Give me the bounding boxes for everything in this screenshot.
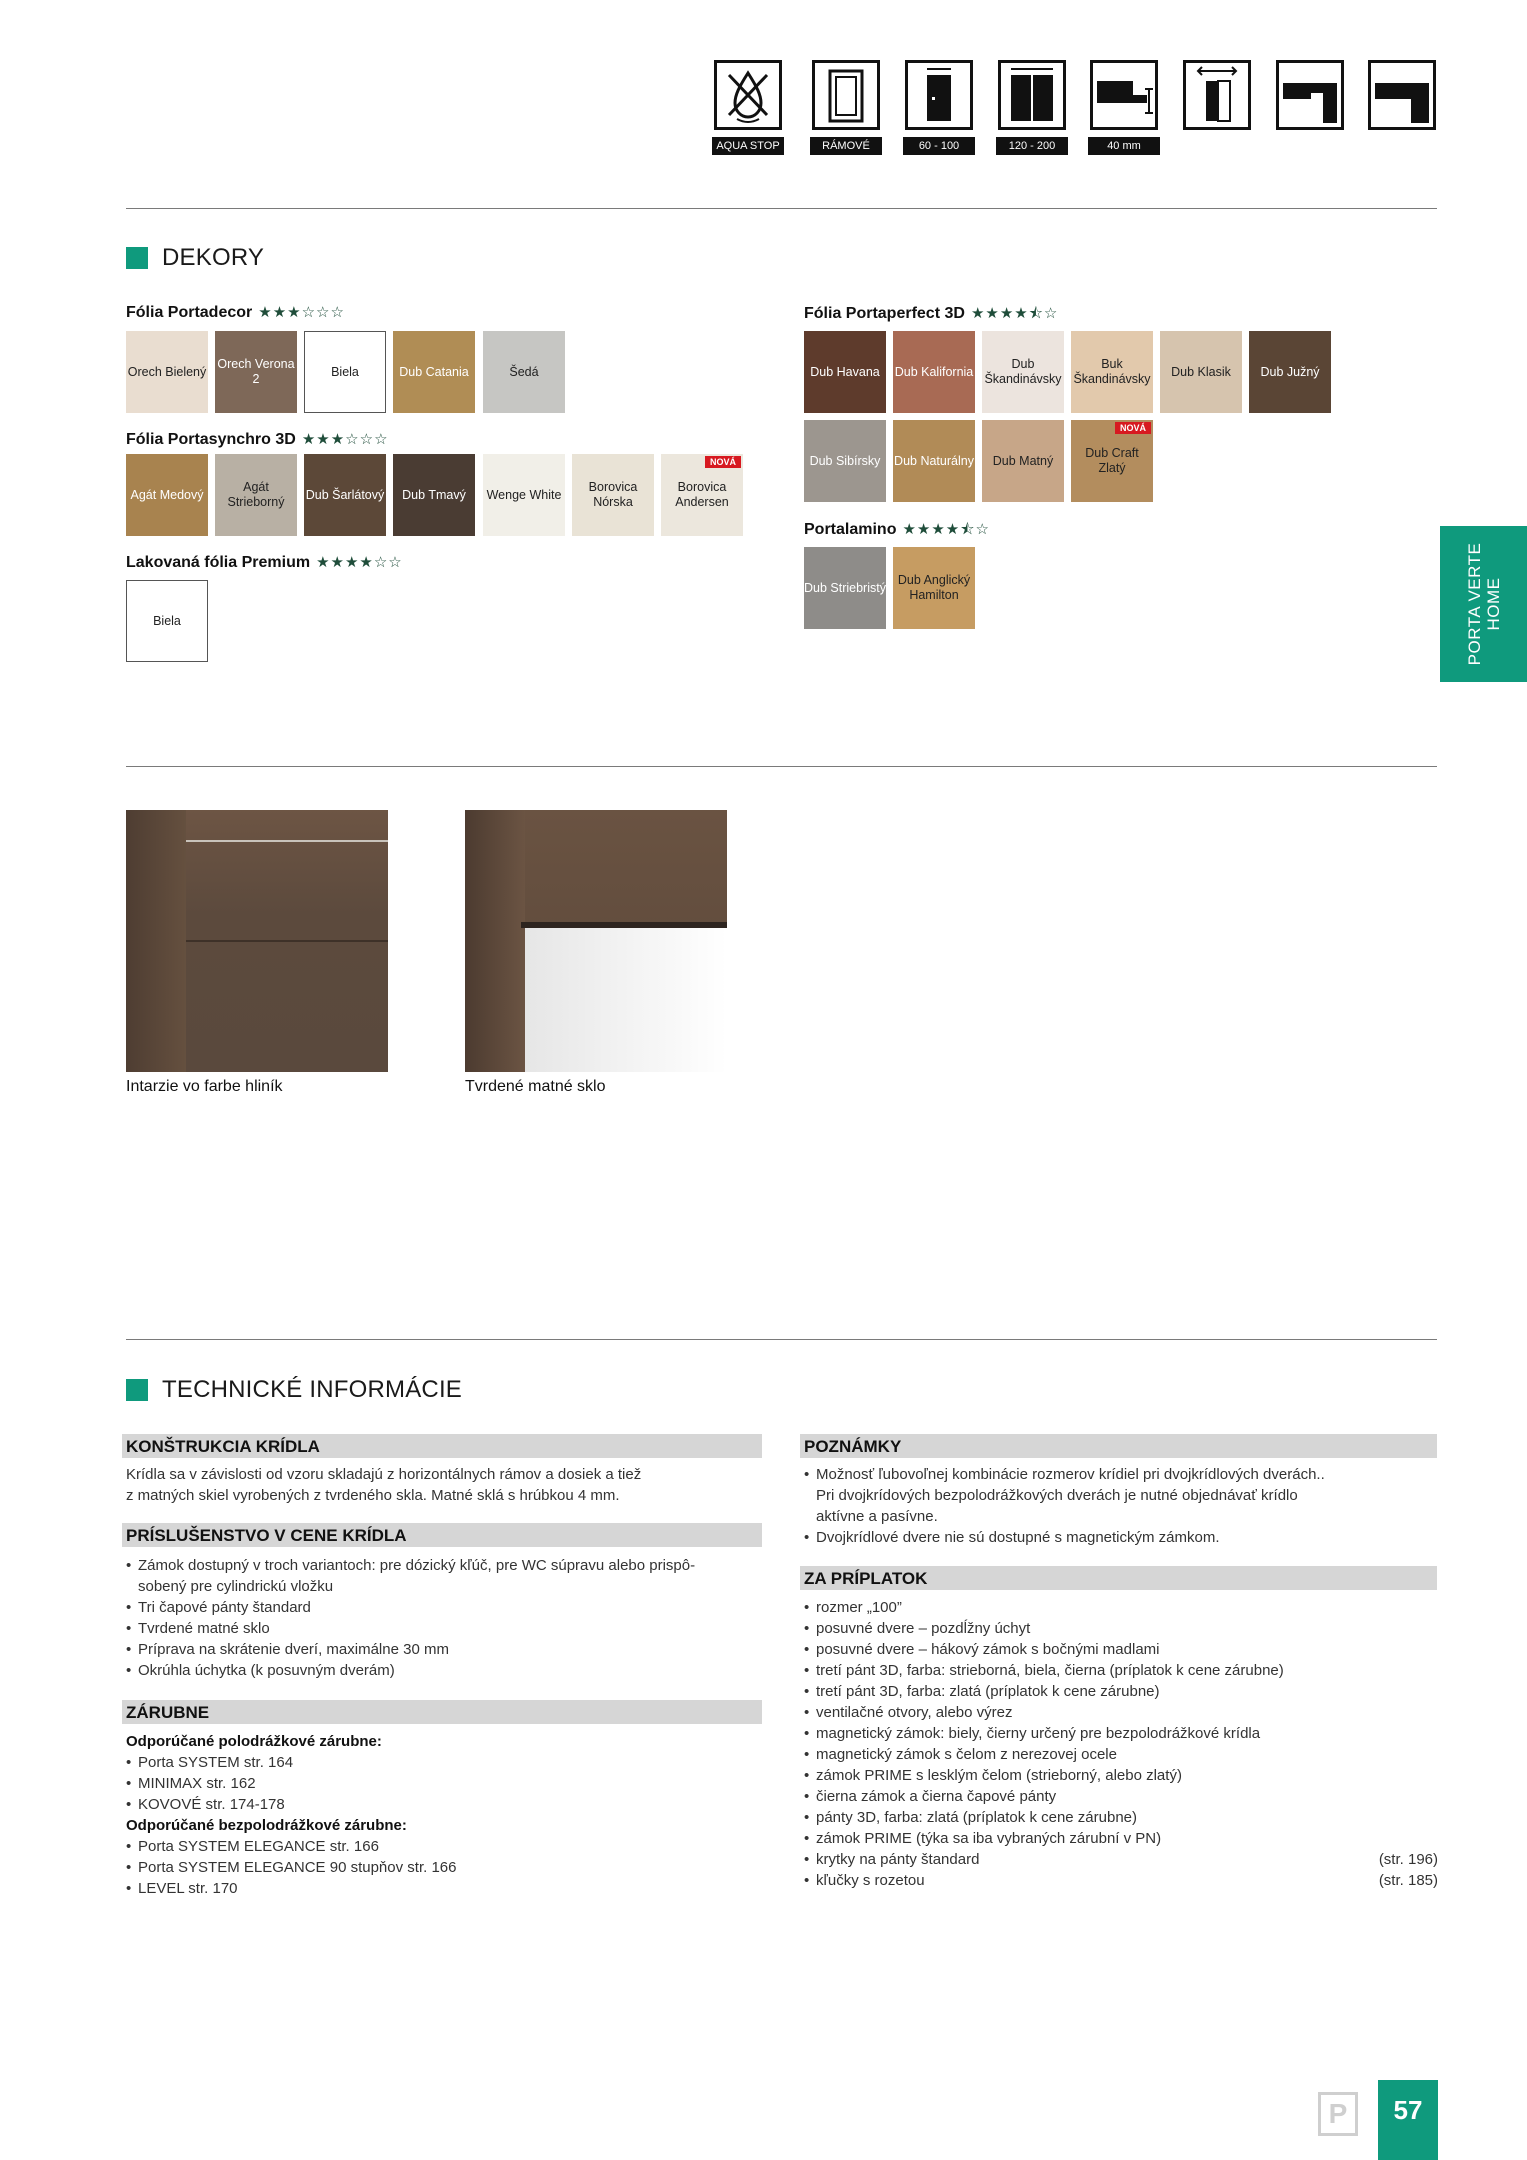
list-item: • Dvojkrídlové dvere nie sú dostupné s magnetickým zámkom.: [804, 1527, 1438, 1548]
intarsia-caption: Intarzie vo farbe hliník: [126, 1078, 283, 1095]
list-item: • pánty 3D, farba: zlatá (príplatok k cene zárubne): [804, 1807, 1438, 1828]
portasynchro-name: Fólia Portasynchro 3D: [126, 431, 296, 448]
portasynchro-rating-icon: ★★★☆☆☆: [301, 431, 389, 448]
konstrukcia-text: Krídla sa v závislosti od vzoru skladajú z horizontálnych rámov a dosiek a tiež z matných skiel vyrobených z tvrdeného skla. Matné sklá s hrúbkou 4 mm.: [126, 1466, 642, 1504]
section-marker-icon: [126, 247, 148, 269]
list-item: • Porta SYSTEM ELEGANCE 90 stupňov str. 166: [126, 1857, 766, 1878]
divider-lower: [126, 1339, 1437, 1340]
swatch-dub-matny[interactable]: Dub Matný: [982, 420, 1064, 502]
list-item: • posuvné dvere – hákový zámok s bočnými madlami: [804, 1639, 1438, 1660]
sliding-door-icon: [1183, 60, 1251, 130]
list-item: • posuvné dvere – pozdĺžny úchyt: [804, 1618, 1438, 1639]
premium-heading: [126, 553, 403, 572]
swatch-dub-craft-zlaty[interactable]: Dub Craft Zlatý NOVÁ: [1071, 420, 1153, 502]
swatch-borovica-norska[interactable]: Borovica Nórska: [572, 454, 654, 536]
ref-klucky: (str. 185): [1378, 1872, 1438, 1889]
frame-door-icon: [812, 60, 880, 130]
swatch-borovica-andersen[interactable]: Borovica Andersen NOVÁ: [661, 454, 743, 536]
list-item: • LEVEL str. 170: [126, 1878, 766, 1899]
swatch-dub-klasik[interactable]: Dub Klasik: [1160, 331, 1242, 413]
list-item: • zámok PRIME (týka sa iba vybraných zárubní v PN): [804, 1828, 1438, 1849]
portadecor-name: Fólia Portadecor: [126, 304, 253, 321]
zarubne-content: [126, 1731, 766, 1899]
flush-frame-icon: [1368, 60, 1436, 130]
portalamino-heading: [804, 519, 990, 544]
list-item: • Zámok dostupný v troch variantoch: pre dózický kľúč, pre WC súpravu alebo prispô- sobený pre cylindrickú vložku: [126, 1555, 766, 1597]
list-item: • čierna zámok a čierna čapové pánty: [804, 1786, 1438, 1807]
swatch-dub-catania[interactable]: Dub Catania: [393, 331, 475, 413]
dekory-title: [126, 244, 264, 272]
glass-caption: Tvrdené matné sklo: [465, 1078, 606, 1095]
portaperfect-name: Fólia Portaperfect 3D: [804, 305, 965, 322]
nova-badge: NOVÁ: [1115, 422, 1151, 434]
list-item: • Porta SYSTEM ELEGANCE str. 166: [126, 1836, 766, 1857]
side-tab: [1440, 526, 1527, 682]
porta-logo-icon: P: [1318, 2092, 1358, 2136]
premium-name: Lakovaná fólia Premium: [126, 554, 311, 571]
nova-badge: NOVÁ: [705, 456, 741, 468]
list-item: • krytky na pánty štandard (str. 196): [804, 1849, 1438, 1870]
konstrukcia-heading: KONŠTRUKCIA KRÍDLA: [122, 1434, 762, 1458]
swatch-dub-sarlatovy[interactable]: Dub Šarlátový: [304, 454, 386, 536]
swatch-dub-striebristy[interactable]: Dub Striebristý: [804, 547, 886, 629]
aqua-stop-icon: [714, 60, 782, 130]
page-number: 57: [1378, 2080, 1438, 2160]
single-door-label: 60 - 100: [903, 137, 975, 155]
swatch-dub-skandinavsky[interactable]: Dub Škandinávsky: [982, 331, 1064, 413]
swatch-dub-anglicky-hamilton[interactable]: Dub Anglický Hamilton: [893, 547, 975, 629]
prislusenstvo-list: [126, 1555, 766, 1681]
swatch-buk-skandinavsky[interactable]: Buk Škandinávsky: [1071, 331, 1153, 413]
list-item: • Tvrdené matné sklo: [126, 1618, 766, 1639]
thickness-icon: [1090, 60, 1158, 130]
tech-title: [126, 1376, 462, 1404]
list-item: • Okrúhla úchytka (k posuvným dverám): [126, 1660, 766, 1681]
portadecor-heading: [126, 303, 345, 322]
dekory-title-text: DEKORY: [162, 244, 265, 271]
section-marker-icon: [126, 1379, 148, 1401]
swatch-dub-sibirsky[interactable]: Dub Sibírsky: [804, 420, 886, 502]
portaperfect-heading: [804, 303, 1058, 328]
poznamky-heading: POZNÁMKY: [800, 1434, 1437, 1458]
swatch-biela[interactable]: Biela: [304, 331, 386, 413]
swatch-premium-biela[interactable]: Biela: [126, 580, 208, 662]
list-item: • tretí pánt 3D, farba: zlatá (príplatok k cene zárubne): [804, 1681, 1438, 1702]
list-item: • ventilačné otvory, alebo výrez: [804, 1702, 1438, 1723]
double-door-icon: [998, 60, 1066, 130]
swatch-agat-strieborny[interactable]: Agát Strieborný: [215, 454, 297, 536]
list-item: • KOVOVÉ str. 174-178: [126, 1794, 766, 1815]
list-item: • Tri čapové pánty štandard: [126, 1597, 766, 1618]
single-door-icon: [905, 60, 973, 130]
swatch-orech-bieleny[interactable]: Orech Bielený: [126, 331, 208, 413]
zarubne-sub1: Odporúčané polodrážkové zárubne:: [126, 1733, 382, 1750]
list-item: • zámok PRIME s lesklým čelom (strieborný, alebo zlatý): [804, 1765, 1438, 1786]
portaperfect-rating-icon: ★★★★⯪☆: [970, 305, 1059, 322]
glass-photo: [465, 810, 727, 1072]
list-item: • Porta SYSTEM str. 164: [126, 1752, 766, 1773]
poznamky-list: [804, 1464, 1438, 1548]
swatch-dub-kalifornia[interactable]: Dub Kalifornia: [893, 331, 975, 413]
side-tab-line2: HOME: [1483, 577, 1503, 631]
frame-door-label: RÁMOVÉ: [810, 137, 882, 155]
swatch-wenge-white[interactable]: Wenge White: [483, 454, 565, 536]
side-tab-line1: PORTA VERTE: [1464, 542, 1484, 666]
swatch-dub-jjuzny[interactable]: Dub Južný: [1249, 331, 1331, 413]
tech-title-text: TECHNICKÉ INFORMÁCIE: [162, 1376, 463, 1403]
prislusenstvo-heading: PRÍSLUŠENSTVO V CENE KRÍDLA: [122, 1523, 762, 1547]
portalamino-rating-icon: ★★★★⯪☆: [902, 521, 990, 538]
swatch-dub-tmavy[interactable]: Dub Tmavý: [393, 454, 475, 536]
list-item: • MINIMAX str. 162: [126, 1773, 766, 1794]
list-item: • Príprava na skrátenie dverí, maximálne 30 mm: [126, 1639, 766, 1660]
list-item: • magnetický zámok: biely, čierny určený pre bezpolodrážkové krídla: [804, 1723, 1438, 1744]
divider-middle: [126, 766, 1437, 767]
swatch-agat-medovy[interactable]: Agát Medový: [126, 454, 208, 536]
swatch-seda[interactable]: Šedá: [483, 331, 565, 413]
priplatok-heading: ZA PRÍPLATOK: [800, 1566, 1437, 1590]
ref-krytky: (str. 196): [1378, 1851, 1438, 1868]
list-item: • rozmer „100”: [804, 1597, 1438, 1618]
aqua-stop-label: AQUA STOP: [712, 137, 784, 155]
list-item: • tretí pánt 3D, farba: strieborná, biela, čierna (príplatok k cene zárubne): [804, 1660, 1438, 1681]
portadecor-rating-icon: ★★★☆☆☆: [258, 304, 345, 321]
list-item: • kľučky s rozetou (str. 185): [804, 1870, 1438, 1891]
priplatok-list: [804, 1597, 1438, 1891]
swatch-dub-havana[interactable]: Dub Havana: [804, 331, 886, 413]
double-door-label: 120 - 200: [996, 137, 1068, 155]
list-item: • magnetický zámok s čelom z nerezovej ocele: [804, 1744, 1438, 1765]
zarubne-heading: ZÁRUBNE: [122, 1700, 762, 1724]
divider-top: [126, 208, 1437, 209]
premium-rating-icon: ★★★★☆☆: [316, 554, 403, 571]
swatch-dub-naturalny[interactable]: Dub Naturálny: [893, 420, 975, 502]
rebated-frame-icon: [1276, 60, 1344, 130]
list-item: • Možnosť ľubovoľnej kombinácie rozmerov krídiel pri dvojkrídlových dverách.. Pri dvojkrídových bezpolodrážkových dverách je nutné objednávať krídlo aktívne a pasívne.: [804, 1464, 1438, 1527]
intarsia-photo: [126, 810, 388, 1072]
zarubne-sub2: Odporúčané bezpolodrážkové zárubne:: [126, 1817, 407, 1834]
portalamino-name: Portalamino: [804, 521, 897, 538]
thickness-label: 40 mm: [1088, 137, 1160, 155]
swatch-orech-verona-2[interactable]: Orech Verona 2: [215, 331, 297, 413]
portasynchro-heading: [126, 430, 389, 449]
